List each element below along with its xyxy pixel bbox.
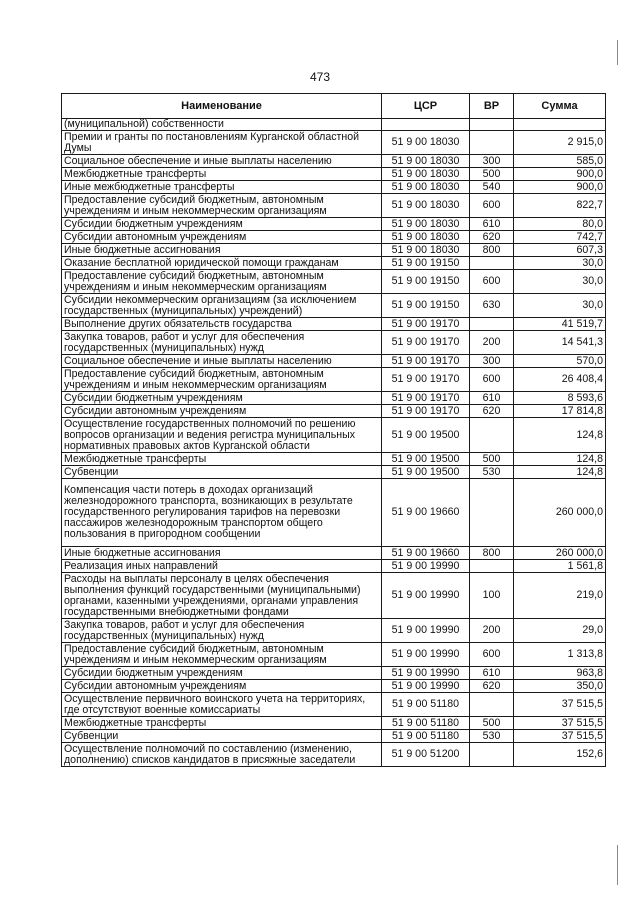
cell-vr: 800 — [470, 547, 514, 560]
cell-name: Предоставление субсидий бюджетным, автономным учреждениям и иным некоммерческим организациям — [62, 368, 382, 392]
cell-sum: 742,7 — [514, 231, 606, 244]
cell-vr: 800 — [470, 244, 514, 257]
cell-name: Субсидии бюджетным учреждениям — [62, 392, 382, 405]
cell-sum: 607,3 — [514, 244, 606, 257]
cell-name: Субвенции — [62, 730, 382, 743]
cell-vr: 540 — [470, 181, 514, 194]
cell-name: Субсидии бюджетным учреждениям — [62, 218, 382, 231]
table-row — [62, 717, 606, 730]
cell-sum: 260 000,0 — [514, 479, 606, 547]
cell-name: Осуществление первичного воинского учета на территориях, где отсутствуют военные комиссариаты — [62, 693, 382, 717]
cell-name: Социальное обеспечение и иные выплаты населению — [62, 355, 382, 368]
cell-sum: 37 515,5 — [514, 730, 606, 743]
cell-csr: 51 9 00 19170 — [382, 318, 470, 331]
table-row — [62, 619, 606, 643]
cell-vr: 610 — [470, 218, 514, 231]
cell-vr — [470, 693, 514, 717]
table-row — [62, 218, 606, 231]
cell-csr: 51 9 00 51180 — [382, 693, 470, 717]
cell-name: Субсидии бюджетным учреждениям — [62, 667, 382, 680]
cell-sum: 1 313,8 — [514, 643, 606, 667]
cell-vr — [470, 257, 514, 270]
cell-csr: 51 9 00 19150 — [382, 294, 470, 318]
cell-name: Субсидии автономным учреждениям — [62, 680, 382, 693]
cell-sum: 29,0 — [514, 619, 606, 643]
cell-sum: 30,0 — [514, 294, 606, 318]
cell-csr: 51 9 00 19170 — [382, 368, 470, 392]
cell-name: Субвенции — [62, 466, 382, 479]
cell-name: Иные межбюджетные трансферты — [62, 181, 382, 194]
table-row — [62, 392, 606, 405]
cell-sum: 963,8 — [514, 667, 606, 680]
cell-vr — [470, 318, 514, 331]
cell-sum — [514, 119, 606, 131]
cell-name: (муниципальной) собственности — [62, 119, 382, 131]
cell-sum: 260 000,0 — [514, 547, 606, 560]
cell-csr: 51 9 00 18030 — [382, 131, 470, 155]
table-row — [62, 119, 606, 131]
cell-csr: 51 9 00 18030 — [382, 155, 470, 168]
cell-sum: 41 519,7 — [514, 318, 606, 331]
cell-csr: 51 9 00 51180 — [382, 717, 470, 730]
cell-sum: 30,0 — [514, 257, 606, 270]
cell-sum: 570,0 — [514, 355, 606, 368]
table-row — [62, 405, 606, 418]
table-row — [62, 743, 606, 767]
cell-csr: 51 9 00 19990 — [382, 643, 470, 667]
cell-vr: 530 — [470, 730, 514, 743]
cell-sum: 124,8 — [514, 453, 606, 466]
cell-sum: 1 561,8 — [514, 560, 606, 573]
cell-name: Предоставление субсидий бюджетным, автономным учреждениям и иным некоммерческим организациям — [62, 194, 382, 218]
cell-vr: 600 — [470, 643, 514, 667]
table-row — [62, 244, 606, 257]
cell-sum: 37 515,5 — [514, 717, 606, 730]
cell-vr: 620 — [470, 680, 514, 693]
table-row — [62, 667, 606, 680]
cell-sum: 2 915,0 — [514, 131, 606, 155]
margin-scan-line — [617, 40, 618, 65]
page-number: 473 — [309, 70, 331, 84]
cell-name: Реализация иных направлений — [62, 560, 382, 573]
cell-name: Иные бюджетные ассигнования — [62, 244, 382, 257]
cell-vr: 500 — [470, 453, 514, 466]
cell-sum: 350,0 — [514, 680, 606, 693]
cell-csr: 51 9 00 19660 — [382, 547, 470, 560]
margin-scan-line — [617, 845, 618, 885]
cell-name: Иные бюджетные ассигнования — [62, 547, 382, 560]
header-vr: ВР — [470, 94, 514, 119]
cell-name: Субсидии автономным учреждениям — [62, 231, 382, 244]
cell-vr: 630 — [470, 294, 514, 318]
table-row — [62, 355, 606, 368]
cell-vr — [470, 119, 514, 131]
cell-name: Субсидии некоммерческим организациям (за исключением государственных (муниципальных) учреждений) — [62, 294, 382, 318]
cell-csr: 51 9 00 18030 — [382, 244, 470, 257]
cell-sum: 26 408,4 — [514, 368, 606, 392]
cell-vr: 300 — [470, 355, 514, 368]
cell-name: Закупка товаров, работ и услуг для обеспечения государственных (муниципальных) нужд — [62, 331, 382, 355]
table-row — [62, 730, 606, 743]
cell-name: Предоставление субсидий бюджетным, автономным учреждениям и иным некоммерческим организациям — [62, 270, 382, 294]
table-row — [62, 368, 606, 392]
cell-sum: 900,0 — [514, 181, 606, 194]
cell-vr: 530 — [470, 466, 514, 479]
table-row — [62, 466, 606, 479]
cell-name: Оказание бесплатной юридической помощи гражданам — [62, 257, 382, 270]
cell-vr: 500 — [470, 717, 514, 730]
table-row — [62, 155, 606, 168]
table-row — [62, 131, 606, 155]
table-row — [62, 257, 606, 270]
cell-csr: 51 9 00 19150 — [382, 270, 470, 294]
cell-sum: 822,7 — [514, 194, 606, 218]
table-row — [62, 294, 606, 318]
table-row — [62, 418, 606, 453]
cell-vr: 200 — [470, 331, 514, 355]
cell-vr: 200 — [470, 619, 514, 643]
cell-vr: 500 — [470, 168, 514, 181]
table-row — [62, 547, 606, 560]
cell-name: Межбюджетные трансферты — [62, 453, 382, 466]
cell-csr: 51 9 00 18030 — [382, 218, 470, 231]
table-row — [62, 194, 606, 218]
table-row — [62, 331, 606, 355]
cell-vr — [470, 743, 514, 767]
table-header-row — [62, 94, 606, 119]
cell-csr: 51 9 00 18030 — [382, 168, 470, 181]
cell-csr: 51 9 00 19170 — [382, 331, 470, 355]
cell-sum: 124,8 — [514, 418, 606, 453]
cell-csr: 51 9 00 19170 — [382, 392, 470, 405]
cell-sum: 17 814,8 — [514, 405, 606, 418]
cell-vr: 300 — [470, 155, 514, 168]
cell-name: Осуществление полномочий по составлению (изменению, дополнению) списков кандидатов в присяжные заседатели — [62, 743, 382, 767]
table-row — [62, 680, 606, 693]
cell-sum: 124,8 — [514, 466, 606, 479]
cell-name: Субсидии автономным учреждениям — [62, 405, 382, 418]
cell-name: Премии и гранты по постановлениям Курганской областной Думы — [62, 131, 382, 155]
cell-vr: 620 — [470, 405, 514, 418]
cell-csr: 51 9 00 19500 — [382, 466, 470, 479]
table-row — [62, 479, 606, 547]
cell-csr: 51 9 00 18030 — [382, 181, 470, 194]
cell-name: Выполнение других обязательств государства — [62, 318, 382, 331]
table-row — [62, 181, 606, 194]
cell-vr: 600 — [470, 270, 514, 294]
header-sum: Сумма — [514, 94, 606, 119]
table-row — [62, 560, 606, 573]
cell-vr — [470, 418, 514, 453]
cell-csr: 51 9 00 19500 — [382, 453, 470, 466]
cell-csr: 51 9 00 18030 — [382, 194, 470, 218]
cell-vr: 620 — [470, 231, 514, 244]
cell-vr: 600 — [470, 194, 514, 218]
cell-csr: 51 9 00 51200 — [382, 743, 470, 767]
table-row — [62, 231, 606, 244]
budget-table — [61, 93, 606, 767]
cell-vr — [470, 131, 514, 155]
cell-sum: 8 593,6 — [514, 392, 606, 405]
cell-sum: 30,0 — [514, 270, 606, 294]
table-row — [62, 453, 606, 466]
cell-csr: 51 9 00 19990 — [382, 573, 470, 619]
cell-csr: 51 9 00 19170 — [382, 355, 470, 368]
cell-vr: 610 — [470, 392, 514, 405]
cell-sum: 152,6 — [514, 743, 606, 767]
cell-sum: 900,0 — [514, 168, 606, 181]
cell-csr: 51 9 00 19500 — [382, 418, 470, 453]
table-row — [62, 573, 606, 619]
cell-name: Осуществление государственных полномочий по решению вопросов организации и ведения регистра муниципальных нормативных правовых актов Курганской области — [62, 418, 382, 453]
cell-name: Межбюджетные трансферты — [62, 717, 382, 730]
cell-sum: 219,0 — [514, 573, 606, 619]
cell-sum: 14 541,3 — [514, 331, 606, 355]
cell-vr: 600 — [470, 368, 514, 392]
cell-vr: 610 — [470, 667, 514, 680]
cell-csr: 51 9 00 19990 — [382, 619, 470, 643]
table-row — [62, 270, 606, 294]
cell-sum: 585,0 — [514, 155, 606, 168]
table-row — [62, 168, 606, 181]
cell-vr — [470, 560, 514, 573]
header-name: Наименование — [62, 94, 382, 119]
table-row — [62, 318, 606, 331]
cell-vr — [470, 479, 514, 547]
table-row — [62, 643, 606, 667]
cell-csr: 51 9 00 19990 — [382, 680, 470, 693]
cell-name: Компенсация части потерь в доходах организаций железнодорожного транспорта, возникающих в результате государственного регулирования тарифов на перевозки пассажиров железнодорожным транспортом общего пользования в пригородном сообщении — [62, 479, 382, 547]
cell-csr: 51 9 00 19990 — [382, 667, 470, 680]
cell-name: Предоставление субсидий бюджетным, автономным учреждениям и иным некоммерческим организациям — [62, 643, 382, 667]
cell-sum: 37 515,5 — [514, 693, 606, 717]
cell-csr — [382, 119, 470, 131]
cell-csr: 51 9 00 19170 — [382, 405, 470, 418]
cell-csr: 51 9 00 19150 — [382, 257, 470, 270]
cell-sum: 80,0 — [514, 218, 606, 231]
cell-csr: 51 9 00 18030 — [382, 231, 470, 244]
table-body — [62, 119, 606, 767]
cell-csr: 51 9 00 51180 — [382, 730, 470, 743]
cell-name: Закупка товаров, работ и услуг для обеспечения государственных (муниципальных) нужд — [62, 619, 382, 643]
cell-name: Социальное обеспечение и иные выплаты населению — [62, 155, 382, 168]
header-csr: ЦСР — [382, 94, 470, 119]
cell-name: Расходы на выплаты персоналу в целях обеспечения выполнения функций государственными (муниципальными) органами, казенными учреждениями, органами управления государственными внебюджетными фондами — [62, 573, 382, 619]
cell-csr: 51 9 00 19990 — [382, 560, 470, 573]
cell-name: Межбюджетные трансферты — [62, 168, 382, 181]
cell-csr: 51 9 00 19660 — [382, 479, 470, 547]
table-row — [62, 693, 606, 717]
cell-vr: 100 — [470, 573, 514, 619]
